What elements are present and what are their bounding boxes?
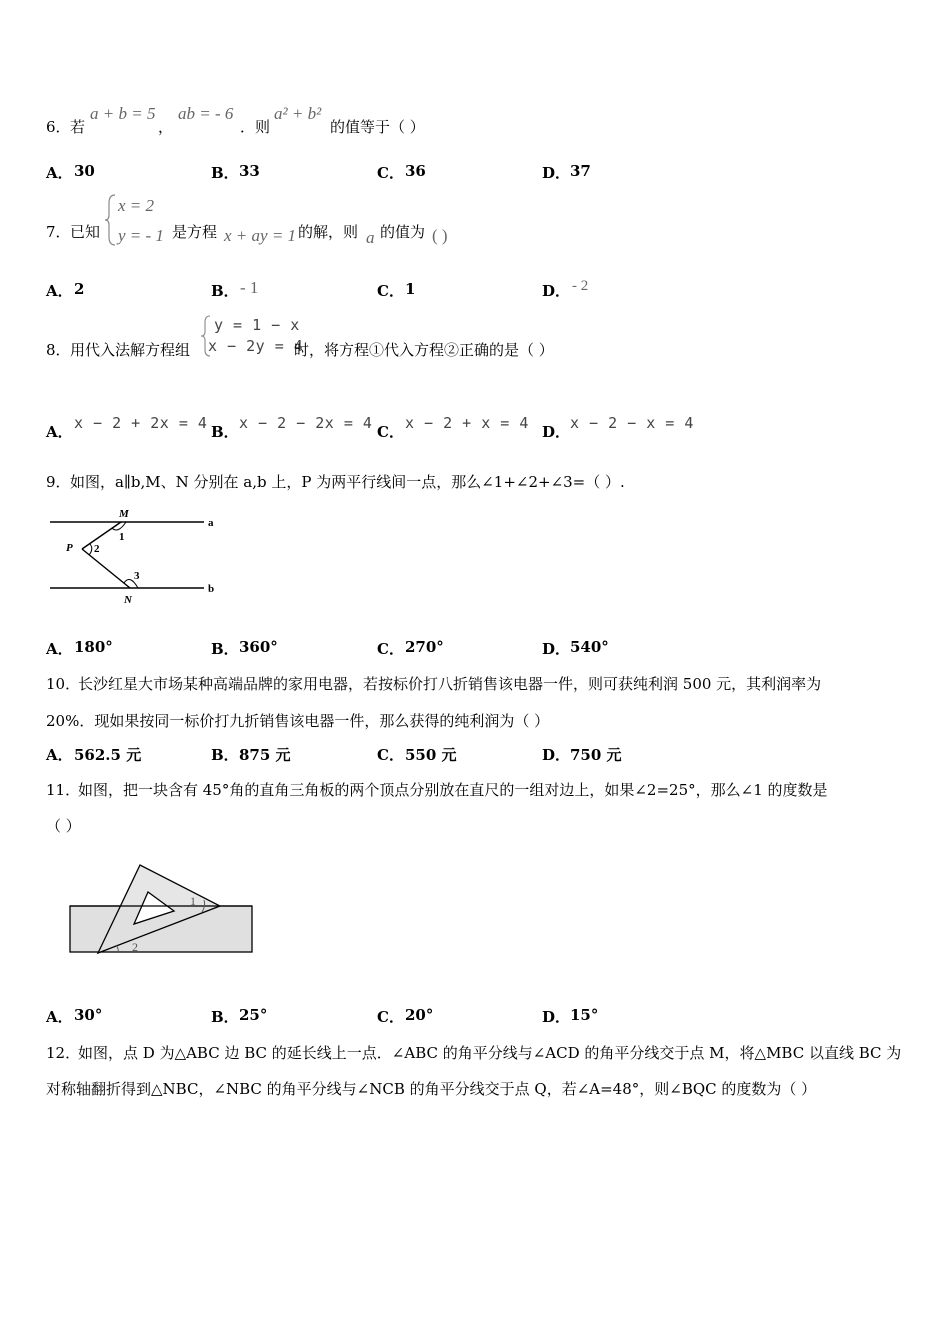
q8-option-b-letter: B． <box>211 423 239 441</box>
q6-option-d-letter: D． <box>542 164 571 182</box>
q9-option-b-letter: B． <box>211 640 239 658</box>
q6-sep: ， <box>158 118 174 136</box>
q7-option-a-letter: A． <box>46 282 73 300</box>
q7-brace <box>104 193 118 247</box>
q6-expr1: a + b = 5 <box>90 104 156 123</box>
q10-option-b: 875 元 <box>239 746 291 764</box>
q10-option-b-letter: B． <box>211 746 239 764</box>
label-angle-2: 2 <box>94 543 100 555</box>
q6-option-b: 33 <box>239 162 260 180</box>
q9-option-c-letter: C． <box>377 640 404 658</box>
q8-number: 8． <box>46 341 71 359</box>
q7-option-c-letter: C． <box>377 282 404 300</box>
label-angle-1: 1 <box>119 531 125 543</box>
q6-option-b-letter: B． <box>211 164 239 182</box>
q7-pre: 已知 <box>70 223 101 241</box>
q8-pre: 用代入法解方程组 <box>70 341 191 359</box>
q9-option-c: 270° <box>405 638 444 656</box>
angle-2-arc <box>89 544 92 555</box>
q8-option-b: x − 2 − 2x = 4 <box>239 414 373 432</box>
q7-eq: x + ay = 1 <box>224 226 297 245</box>
q8-option-c-letter: C． <box>377 423 404 441</box>
q11-option-d: 15° <box>570 1006 599 1024</box>
q6-option-c: 36 <box>405 162 426 180</box>
q11-number: 11． <box>46 781 81 799</box>
q10-line1: 长沙红星大市场某种高端品牌的家用电器，若按标价打八折销售该电器一件，则可获纯利润 500 元，其利润率为 <box>78 675 822 693</box>
label-b: b <box>208 583 215 595</box>
q8-option-a-letter: A． <box>46 423 73 441</box>
q7-paren: ( ) <box>432 226 448 245</box>
q6-option-d: 37 <box>570 162 591 180</box>
label-angle-1: 1 <box>190 894 196 908</box>
q11-option-c-letter: C． <box>377 1008 404 1026</box>
q7-mid: 是方程 <box>172 223 218 241</box>
q10-option-c-letter: C． <box>377 746 404 764</box>
q6-post: 的值等于（ ） <box>330 118 425 136</box>
q11-option-a: 30° <box>74 1006 103 1024</box>
q10-line2: 20%．现如果按同一标价打九折销售该电器一件，那么获得的纯利润为（ ） <box>46 712 550 730</box>
q7-sys-line1: x = 2 <box>118 196 155 215</box>
q11-option-c: 20° <box>405 1006 434 1024</box>
q9-option-a: 180° <box>74 638 113 656</box>
q7-post: 的值为 <box>380 223 426 241</box>
label-a: a <box>208 517 214 529</box>
q9-option-d-letter: D． <box>542 640 571 658</box>
q12-number: 12． <box>46 1044 81 1062</box>
q7-option-d-letter: D． <box>542 282 571 300</box>
q9-option-d: 540° <box>570 638 609 656</box>
q9-number: 9． <box>46 473 71 491</box>
q9-option-b: 360° <box>239 638 278 656</box>
q10-option-a-letter: A． <box>46 746 73 764</box>
q8-post: 时，将方程①代入方程②正确的是（ ） <box>294 341 554 359</box>
q9-option-a-letter: A． <box>46 640 73 658</box>
label-m: M <box>119 508 129 520</box>
q10-option-a: 562.5 元 <box>74 746 142 764</box>
q7-option-b-letter: B． <box>211 282 239 300</box>
q11-option-d-letter: D． <box>542 1008 571 1026</box>
q7-option-d: - 2 <box>572 278 589 294</box>
q11-line1: 如图，把一块含有 45°角的直角三角板的两个顶点分别放在直尺的一组对边上，如果∠2=25°，那么∠1 的度数是 <box>78 781 828 799</box>
label-n: N <box>124 594 132 606</box>
q7-mid2: 的解，则 <box>298 223 359 241</box>
q11-figure <box>66 860 258 958</box>
q6-mid: ．则 <box>240 118 271 136</box>
q6-expr2: ab = - 6 <box>178 104 234 123</box>
q6-option-a: 30 <box>74 162 95 180</box>
q6-pre: 若 <box>70 118 86 136</box>
q8-option-a: x − 2 + 2x = 4 <box>74 414 208 432</box>
q10-option-d: 750 元 <box>570 746 622 764</box>
q10-option-d-letter: D． <box>542 746 571 764</box>
q9-figure <box>46 504 226 608</box>
segment-mp <box>82 522 121 549</box>
q11-option-a-letter: A． <box>46 1008 73 1026</box>
q8-option-c: x − 2 + x = 4 <box>405 414 529 432</box>
q9-stem: 如图，a∥b,M、N 分别在 a,b 上，P 为两平行线间一点，那么∠1+∠2+∠3=（ ）. <box>70 473 625 491</box>
q12-line2: 对称轴翻折得到△NBC，∠NBC 的角平分线与∠NCB 的角平分线交于点 Q，若∠A=48°，则∠BQC 的度数为（ ） <box>46 1080 817 1098</box>
q8-option-d: x − 2 − x = 4 <box>570 414 694 432</box>
q7-sys-line2: y = - 1 <box>118 226 164 245</box>
q7-option-c: 1 <box>405 280 416 298</box>
q10-number: 10． <box>46 675 81 693</box>
q11-line2: （ ） <box>46 817 81 835</box>
q8-sys-line2: x − 2y = 4 <box>208 337 304 355</box>
q6-number: 6． <box>46 118 71 136</box>
q6-expr3: a² + b² <box>274 104 322 123</box>
q7-option-a: 2 <box>74 280 85 298</box>
q8-option-d-letter: D． <box>542 423 571 441</box>
q12-line1: 如图，点 D 为△ABC 边 BC 的延长线上一点．∠ABC 的角平分线与∠ACD 的角平分线交于点 M，将△MBC 以直线 BC 为 <box>78 1044 902 1062</box>
label-angle-2: 2 <box>132 940 138 954</box>
q7-number: 7． <box>46 223 71 241</box>
q10-option-c: 550 元 <box>405 746 457 764</box>
q6-option-c-letter: C． <box>377 164 404 182</box>
q11-option-b-letter: B． <box>211 1008 239 1026</box>
q7-var: a <box>366 228 375 247</box>
q6-option-a-letter: A． <box>46 164 73 182</box>
q8-sys-line1: y = 1 − x <box>214 316 300 334</box>
label-angle-3: 3 <box>134 570 140 582</box>
q7-option-b: - 1 <box>240 278 259 297</box>
q11-option-b: 25° <box>239 1006 268 1024</box>
label-p: P <box>66 542 73 554</box>
